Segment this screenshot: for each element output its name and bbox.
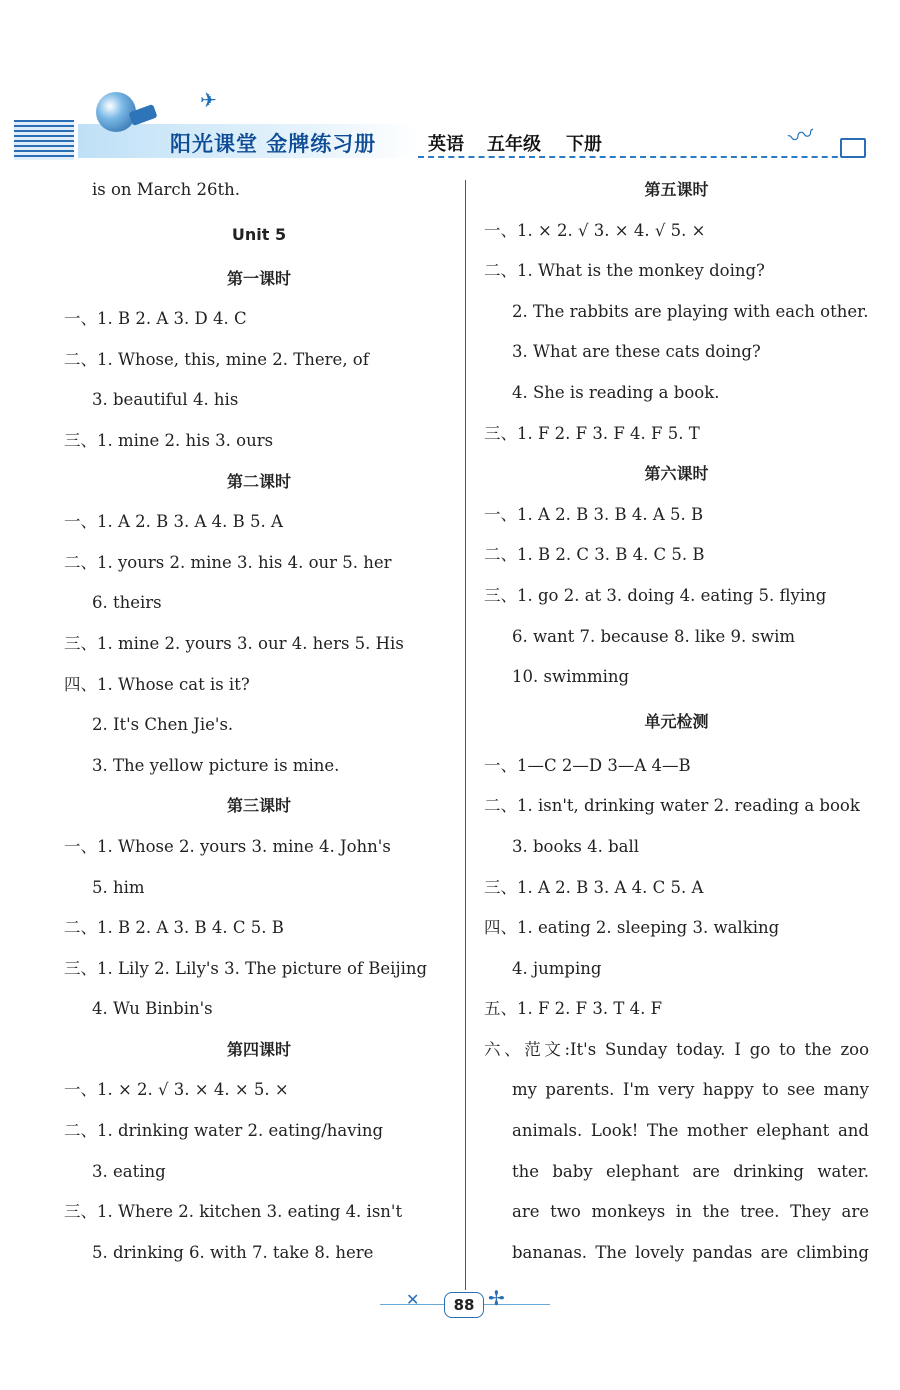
answer-line: 三、1. go 2. at 3. doing 4. eating 5. flying <box>484 585 827 605</box>
grade-label: 五年级 <box>487 134 541 155</box>
answer-line: are two monkeys in the tree. They are <box>512 1202 869 1222</box>
answer-line: 3. The yellow picture is mine. <box>92 755 340 775</box>
answer-line: my parents. I'm very happy to see many <box>512 1080 869 1100</box>
answer-line: 3. What are these cats doing? <box>512 342 761 362</box>
answer-line: 三、1. mine 2. his 3. ours <box>64 430 274 450</box>
section-heading: 第三课时 <box>226 796 291 816</box>
answer-line: 3. books 4. ball <box>512 836 640 856</box>
answer-line: 3. beautiful 4. his <box>92 390 239 410</box>
answer-line: 二、1. B 2. A 3. B 4. C 5. B <box>64 918 284 938</box>
pinwheel-icon: ✢ <box>488 1286 505 1310</box>
right-answer-column <box>484 170 869 1273</box>
header-dashed-rule <box>418 156 858 158</box>
section-heading: 第六课时 <box>644 464 709 484</box>
answer-line: 四、1. Whose cat is it? <box>64 674 250 694</box>
answer-line: 5. him <box>92 877 145 897</box>
answer-line: 三、1. Lily 2. Lily's 3. The picture of Beijing <box>64 958 428 978</box>
answer-line: 二、1. drinking water 2. eating/having <box>64 1121 384 1141</box>
left-answer-column <box>64 170 454 1273</box>
answer-line: 4. Wu Binbin's <box>92 999 213 1019</box>
answer-line: 一、1—C 2—D 3—A 4—B <box>484 755 691 775</box>
answer-line: 二、1. B 2. C 3. B 4. C 5. B <box>484 545 705 565</box>
series-title: 阳光课堂 金牌练习册 <box>170 132 377 156</box>
answer-line: 二、1. Whose, this, mine 2. There, of <box>64 349 369 369</box>
page-footer <box>380 1288 550 1322</box>
header-stripe-block <box>14 120 74 160</box>
answer-line: animals. Look! The mother elephant and <box>512 1121 869 1141</box>
answer-line: 一、1. × 2. √ 3. × 4. √ 5. × <box>484 220 706 240</box>
answer-line: is on March 26th. <box>92 180 241 199</box>
answer-line: 三、1. F 2. F 3. F 4. F 5. T <box>484 423 700 443</box>
answer-line: 五、1. F 2. F 3. T 4. F <box>484 999 663 1019</box>
answer-line: 二、1. isn't, drinking water 2. reading a book <box>484 796 860 816</box>
section-heading: 单元检测 <box>644 711 709 731</box>
section-heading: 第五课时 <box>644 180 709 199</box>
answer-line: 一、1. A 2. B 3. A 4. B 5. A <box>64 512 283 532</box>
header-end-box <box>840 138 866 158</box>
answer-line: 4. jumping <box>512 958 602 978</box>
answer-line: 6. theirs <box>92 593 162 613</box>
star-icon: ✕ <box>406 1290 420 1309</box>
column-divider <box>465 180 466 1290</box>
answer-line: 六、范文:It's Sunday today. I go to the zoo <box>484 1039 869 1059</box>
answer-line: 3. eating <box>92 1161 166 1181</box>
answer-line: 四、1. eating 2. sleeping 3. walking <box>484 918 780 938</box>
answer-line: 二、1. What is the monkey doing? <box>484 261 765 281</box>
answer-line: 一、1. A 2. B 3. B 4. A 5. B <box>484 504 704 524</box>
answer-line: 二、1. yours 2. mine 3. his 4. our 5. her <box>64 552 392 572</box>
answer-line: 三、1. A 2. B 3. A 4. C 5. A <box>484 877 704 897</box>
answer-line: 一、1. × 2. √ 3. × 4. × 5. × <box>64 1080 289 1100</box>
paper-plane-icon: ✈ <box>200 88 217 112</box>
birds-icon: 〰 <box>785 119 819 155</box>
section-heading: 第一课时 <box>226 268 291 288</box>
section-heading: 第二课时 <box>226 471 291 491</box>
answer-line: 4. She is reading a book. <box>512 382 720 402</box>
answer-line: bananas. The lovely pandas are climbing <box>512 1242 869 1262</box>
answer-line: the baby elephant are drinking water. <box>512 1161 869 1181</box>
answer-line: 2. The rabbits are playing with each other. <box>512 301 869 321</box>
subject-label: 英语 <box>428 134 464 155</box>
answer-line: 6. want 7. because 8. like 9. swim <box>512 626 795 646</box>
answer-line: 2. It's Chen Jie's. <box>92 715 234 735</box>
answer-line: 5. drinking 6. with 7. take 8. here <box>92 1242 374 1262</box>
section-heading: 第四课时 <box>226 1039 291 1059</box>
answer-line: 一、1. B 2. A 3. D 4. C <box>64 309 247 329</box>
answer-line: 三、1. mine 2. yours 3. our 4. hers 5. His <box>64 633 404 653</box>
answer-line: 三、1. Where 2. kitchen 3. eating 4. isn't <box>64 1202 403 1222</box>
volume-label: 下册 <box>566 134 602 155</box>
page-number: 88 <box>444 1292 484 1318</box>
section-heading: Unit 5 <box>231 224 287 244</box>
answer-line: 一、1. Whose 2. yours 3. mine 4. John's <box>64 836 391 856</box>
page-header <box>0 80 900 170</box>
answer-line: 10. swimming <box>512 667 630 687</box>
